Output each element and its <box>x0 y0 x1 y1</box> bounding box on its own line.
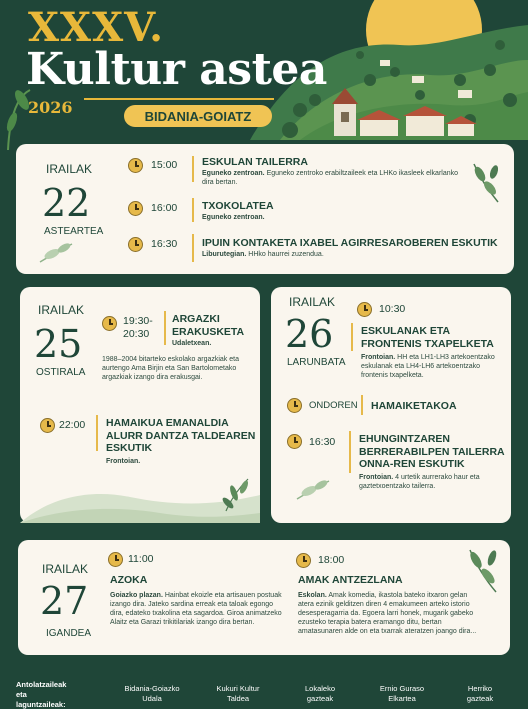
day-number: 22 <box>42 181 91 225</box>
hills-decoration <box>20 467 260 523</box>
day-card-25 <box>20 287 260 523</box>
event-time: ONDOREN <box>309 400 358 411</box>
event-description: Eguneko zentroan. <box>202 214 265 221</box>
clock-icon <box>287 398 302 413</box>
event-description: Eguneko zentroan. Eguneko zentroko erabiltzaileek eta LHKo ikasleek elkarlanko dira bertan. <box>202 170 459 187</box>
weekday-label: ASTEARTEA <box>44 226 104 237</box>
organizers-label: Antolatzaileak eta laguntzaileak: <box>16 680 67 709</box>
event-title: HAMAIKETAKOA <box>371 400 457 412</box>
month-label: IRAILAK <box>289 295 336 309</box>
event-time: 16:30 <box>309 436 336 448</box>
day-number: 26 <box>285 312 334 356</box>
title-divider <box>84 98 274 100</box>
day-number: 27 <box>40 579 89 623</box>
event-divider <box>192 198 194 222</box>
event-divider <box>164 311 166 345</box>
event-place: Frontoian. <box>106 458 141 465</box>
event-time: 22:00 <box>59 419 86 431</box>
event-place: Udaletxean. <box>172 340 212 347</box>
event-time: 11:00 <box>128 553 154 565</box>
weekday-label: OSTIRALA <box>36 367 86 378</box>
event-divider <box>192 234 194 262</box>
weekday-label: LARUNBATA <box>287 357 346 368</box>
event-time: 10:30 <box>379 303 406 315</box>
event-divider <box>192 156 194 182</box>
day-card-26 <box>271 287 511 523</box>
event-description: Eskolan. Amak komedia, ikastola bateko itxaron gelan atera ezinik gelditzen diren 4 emakumeen arteko istorio desesperagarria da. Egoera larri honek, mugarik gabeko ezusteko terapia batera eramango ditu, bertan amatasunaren alde on eta txarrak ateratzen joango dira... <box>298 592 477 636</box>
month-label: IRAILAK <box>38 303 85 317</box>
clock-icon <box>128 237 143 252</box>
event-description: Goiazko plazan. Hainbat ekoizle eta artisauen postuak izango dira. Jateko sardina erreak eta taloak egongo dira, edateko txakolina eta sagardoa. Giroa animatzeko Alaitz eta Garazi trikitilariak izango dira bertan. <box>110 592 282 627</box>
page-title: Kultur astea <box>26 44 327 95</box>
leaf-icon <box>293 477 333 503</box>
event-divider <box>361 395 363 415</box>
event-time: 15:00 <box>151 159 178 171</box>
event-time: 19:30- 20:30 <box>123 315 153 341</box>
event-description: Liburutegian. HHko haurrei zuzendua. <box>202 251 324 258</box>
place-badge: BIDANIA-GOIATZ <box>124 105 272 127</box>
event-time: 18:00 <box>318 554 345 566</box>
event-description: Frontoian. HH eta LH1-LH3 artekoentzako eskulanak eta LH4-LH6 artekoentzako frontenis txapelketa. <box>361 354 495 380</box>
clock-icon <box>108 552 123 567</box>
clock-icon <box>287 434 302 449</box>
event-title: TXOKOLATEA <box>202 200 274 212</box>
footer <box>0 660 528 709</box>
day-number: 25 <box>34 322 83 366</box>
event-title: ESKULAN TAILERRA <box>202 156 308 168</box>
event-divider <box>96 415 98 451</box>
event-description: 1988–2004 bitarteko eskolako argazkiak eta aurtengo Ama Birjin eta San Bartolometako argazkiak izango dira erakusgai. <box>102 356 239 382</box>
clock-icon <box>128 158 143 173</box>
month-label: IRAILAK <box>42 562 89 576</box>
event-time: 16:30 <box>151 238 178 250</box>
organizer-item: Bidania-Goiazko Udala <box>124 684 180 703</box>
leaf-icon <box>468 160 504 206</box>
organizer-item: Herriko gazteak <box>466 684 494 703</box>
day-card-22 <box>16 144 514 274</box>
clock-icon <box>128 201 143 216</box>
event-title: HAMAIKUA EMANALDIA ALURR DANTZA TALDEAREN ESKUTIK <box>106 417 256 455</box>
leaf-icon <box>36 240 76 266</box>
event-title: ARGAZKI ERAKUSKETA <box>172 313 245 338</box>
clock-icon <box>102 316 117 331</box>
month-label: IRAILAK <box>46 162 93 176</box>
year-label: 2026 <box>28 98 73 117</box>
event-title: EHUNGINTZAREN BERRERABILPEN TAILERRA ONNA-REN ESKUTIK <box>359 433 505 471</box>
weekday-label: IGANDEA <box>46 628 92 639</box>
organizer-item: Kukuri Kultur Taldea <box>216 684 260 703</box>
clock-icon <box>40 418 55 433</box>
event-title: AMAK ANTZEZLANA <box>298 574 403 586</box>
day-card-27 <box>18 540 510 655</box>
clock-icon <box>296 553 311 568</box>
clock-icon <box>357 302 372 317</box>
organizer-item: Lokaleko gazteak <box>304 684 336 703</box>
event-title: AZOKA <box>110 574 148 586</box>
event-title: IPUIN KONTAKETA IXABEL AGIRRESAROBEREN ESKUTIK <box>202 237 498 249</box>
event-divider <box>349 431 351 473</box>
header <box>0 0 528 140</box>
organizer-item: Ernio Guraso Elkartea <box>379 684 425 703</box>
edition-number: XXXV. <box>28 4 165 51</box>
leaf-icon <box>462 546 502 596</box>
event-divider <box>351 323 353 351</box>
event-title: ESKULANAK ETA FRONTENIS TXAPELKETA <box>361 325 494 350</box>
event-time: 16:00 <box>151 202 178 214</box>
event-description: Frontoian. 4 urtetik aurrerako haur eta gaztetxoentzako tailerra. <box>359 474 480 491</box>
